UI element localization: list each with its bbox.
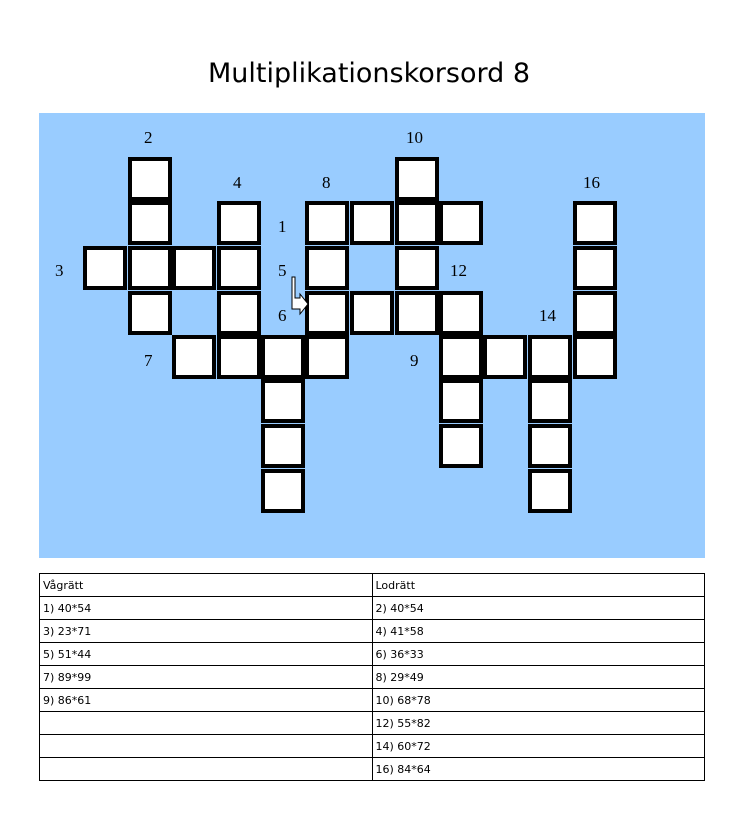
across-clue [40,735,373,758]
clue-number: 1 [278,217,287,236]
clue-number: 2 [144,128,153,147]
table-row [40,666,705,689]
crossword-cell[interactable] [573,201,617,245]
across-clue: 1) 40*54 [40,597,373,620]
across-clue [40,712,373,735]
table-row [40,735,705,758]
crossword-cell[interactable] [305,201,349,245]
clues-table [39,573,705,781]
clue-number: 6 [278,306,287,325]
crossword-cell[interactable] [528,424,572,468]
crossword-cell[interactable] [128,291,172,335]
table-row [40,597,705,620]
crossword-cell[interactable] [395,201,439,245]
crossword-cell[interactable] [261,469,305,513]
crossword-cell[interactable] [305,291,349,335]
clue-number: 9 [410,351,419,370]
down-clue: 8) 29*49 [372,666,705,689]
down-clue: 14) 60*72 [372,735,705,758]
crossword-cell[interactable] [261,424,305,468]
clue-number: 14 [539,306,556,325]
table-row [40,758,705,781]
down-clue: 4) 41*58 [372,620,705,643]
down-clue: 10) 68*78 [372,689,705,712]
crossword-cell[interactable] [261,379,305,423]
crossword-cell[interactable] [573,246,617,290]
crossword-cell[interactable] [83,246,127,290]
across-clue: 5) 51*44 [40,643,373,666]
crossword-cell[interactable] [350,291,394,335]
clue-number: 16 [583,173,600,192]
crossword-cell[interactable] [217,335,261,379]
table-row [40,689,705,712]
crossword-cell[interactable] [128,201,172,245]
clue-number: 12 [450,261,467,280]
crossword-cell[interactable] [350,201,394,245]
crossword-cell[interactable] [261,335,305,379]
crossword-cell[interactable] [217,201,261,245]
crossword-cell[interactable] [483,335,527,379]
crossword-cell[interactable] [395,246,439,290]
crossword-cell[interactable] [128,246,172,290]
across-clue [40,758,373,781]
crossword-cell[interactable] [217,291,261,335]
crossword-cell[interactable] [528,469,572,513]
down-clue: 16) 84*64 [372,758,705,781]
crossword-cell[interactable] [439,201,483,245]
crossword-cell[interactable] [573,335,617,379]
crossword-cell[interactable] [528,379,572,423]
clue-number: 3 [55,261,64,280]
across-clue: 7) 89*99 [40,666,373,689]
crossword-cell[interactable] [439,424,483,468]
down-clue: 6) 36*33 [372,643,705,666]
clue-number: 8 [322,173,331,192]
down-clue: 12) 55*82 [372,712,705,735]
table-row [40,620,705,643]
crossword-board [39,113,705,558]
crossword-cell[interactable] [439,379,483,423]
clue-number: 10 [406,128,423,147]
crossword-cell[interactable] [305,246,349,290]
across-clue: 9) 86*61 [40,689,373,712]
clue-number: 7 [144,351,153,370]
clue-number: 5 [278,261,287,280]
table-row [40,643,705,666]
table-row [40,712,705,735]
crossword-cell[interactable] [217,246,261,290]
crossword-cell[interactable] [395,291,439,335]
crossword-cell[interactable] [439,291,483,335]
hand-cursor-icon [288,276,310,316]
down-header: Lodrätt [372,574,705,597]
crossword-cell[interactable] [172,246,216,290]
down-clue: 2) 40*54 [372,597,705,620]
crossword-cell[interactable] [528,335,572,379]
crossword-cell[interactable] [128,157,172,201]
crossword-cell[interactable] [439,335,483,379]
page-title: Multiplikationskorsord 8 [207,58,531,89]
crossword-cell[interactable] [305,335,349,379]
clue-number: 4 [233,173,242,192]
crossword-cell[interactable] [573,291,617,335]
across-clue: 3) 23*71 [40,620,373,643]
table-row [40,574,705,597]
across-header: Vågrätt [40,574,373,597]
crossword-cell[interactable] [172,335,216,379]
crossword-cell[interactable] [395,157,439,201]
